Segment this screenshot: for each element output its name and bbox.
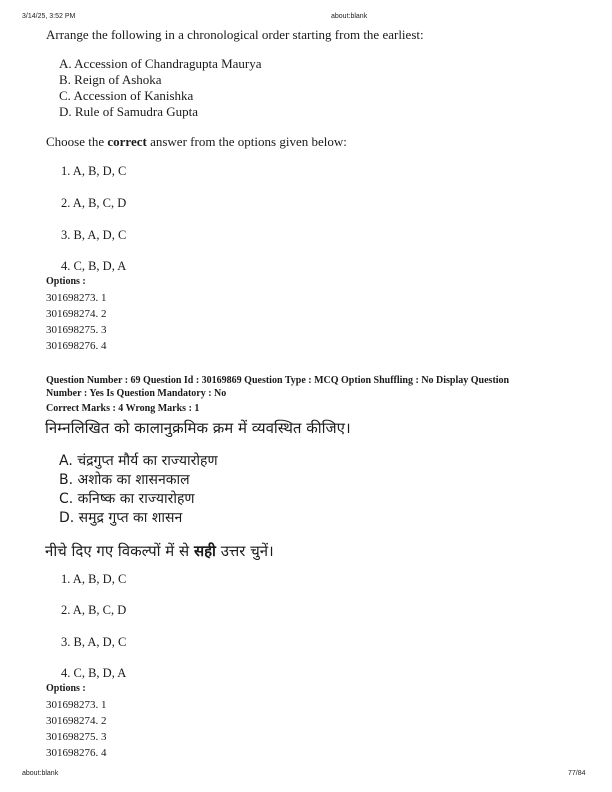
- question-69-answer-3: 3. B, A, D, C: [61, 635, 127, 649]
- question-69-answer-4: 4. C, B, D, A: [61, 666, 127, 680]
- question-69-answer-2: 2. A, B, C, D: [61, 603, 127, 617]
- question-68-item-c: C. Accession of Kanishka: [59, 88, 194, 103]
- question-69-instruction-hindi: निम्नलिखित को कालानुक्रमिक क्रम में व्यवस्थित कीजिए।: [45, 419, 351, 437]
- question-69-meta-line-2: Number : Yes Is Question Mandatory : No: [46, 388, 227, 399]
- print-footer-url: about:blank: [22, 770, 59, 777]
- question-68-answer-1: 1. A, B, D, C: [61, 164, 127, 178]
- question-68-item-b: B. Reign of Ashoka: [59, 72, 162, 87]
- question-69-option-id: 301698276. 4: [46, 747, 107, 759]
- question-69-item-c: C. कनिष्क का राज्यारोहण: [59, 491, 195, 507]
- question-68-choose-text: Choose the correct answer from the options given below:: [46, 134, 347, 149]
- question-69-option-id: 301698273. 1: [46, 699, 107, 711]
- print-page-title: about:blank: [331, 13, 368, 20]
- question-68-answer-4: 4. C, B, D, A: [61, 259, 127, 273]
- question-68-answer-2: 2. A, B, C, D: [61, 196, 127, 210]
- question-68-answer-3: 3. B, A, D, C: [61, 228, 127, 242]
- question-69-marks: Correct Marks : 4 Wrong Marks : 1: [46, 403, 200, 414]
- question-69-item-a: A. चंद्रगुप्त मौर्य का राज्यारोहण: [59, 453, 218, 469]
- question-68-option-id: 301698274. 2: [46, 308, 107, 320]
- print-page-number: 77/84: [568, 770, 586, 777]
- question-69-option-id: 301698274. 2: [46, 715, 107, 727]
- question-69-meta-line-1: Question Number : 69 Question Id : 30169869 Question Type : MCQ Option Shuffling : No Display Question: [46, 375, 510, 386]
- question-69-options-label: Options :: [46, 683, 86, 694]
- question-69-item-b: B. अशोक का शासनकाल: [59, 472, 190, 488]
- question-69-choose-text: नीचे दिए गए विकल्पों में से सही उत्तर चुनें।: [45, 542, 274, 560]
- print-timestamp: 3/14/25, 3:52 PM: [22, 13, 76, 20]
- question-69-option-id: 301698275. 3: [46, 731, 107, 743]
- question-68-option-id: 301698273. 1: [46, 292, 107, 304]
- question-68-instruction: Arrange the following in a chronological order starting from the earliest:: [46, 27, 424, 42]
- question-68-options-label: Options :: [46, 276, 86, 287]
- question-69-answer-1: 1. A, B, D, C: [61, 572, 127, 586]
- question-69-item-d: D. समुद्र गुप्त का शासन: [59, 510, 183, 526]
- question-68-option-id: 301698275. 3: [46, 324, 107, 336]
- question-68-option-id: 301698276. 4: [46, 340, 107, 352]
- question-68-item-a: A. Accession of Chandragupta Maurya: [59, 56, 262, 71]
- question-68-item-d: D. Rule of Samudra Gupta: [59, 104, 199, 119]
